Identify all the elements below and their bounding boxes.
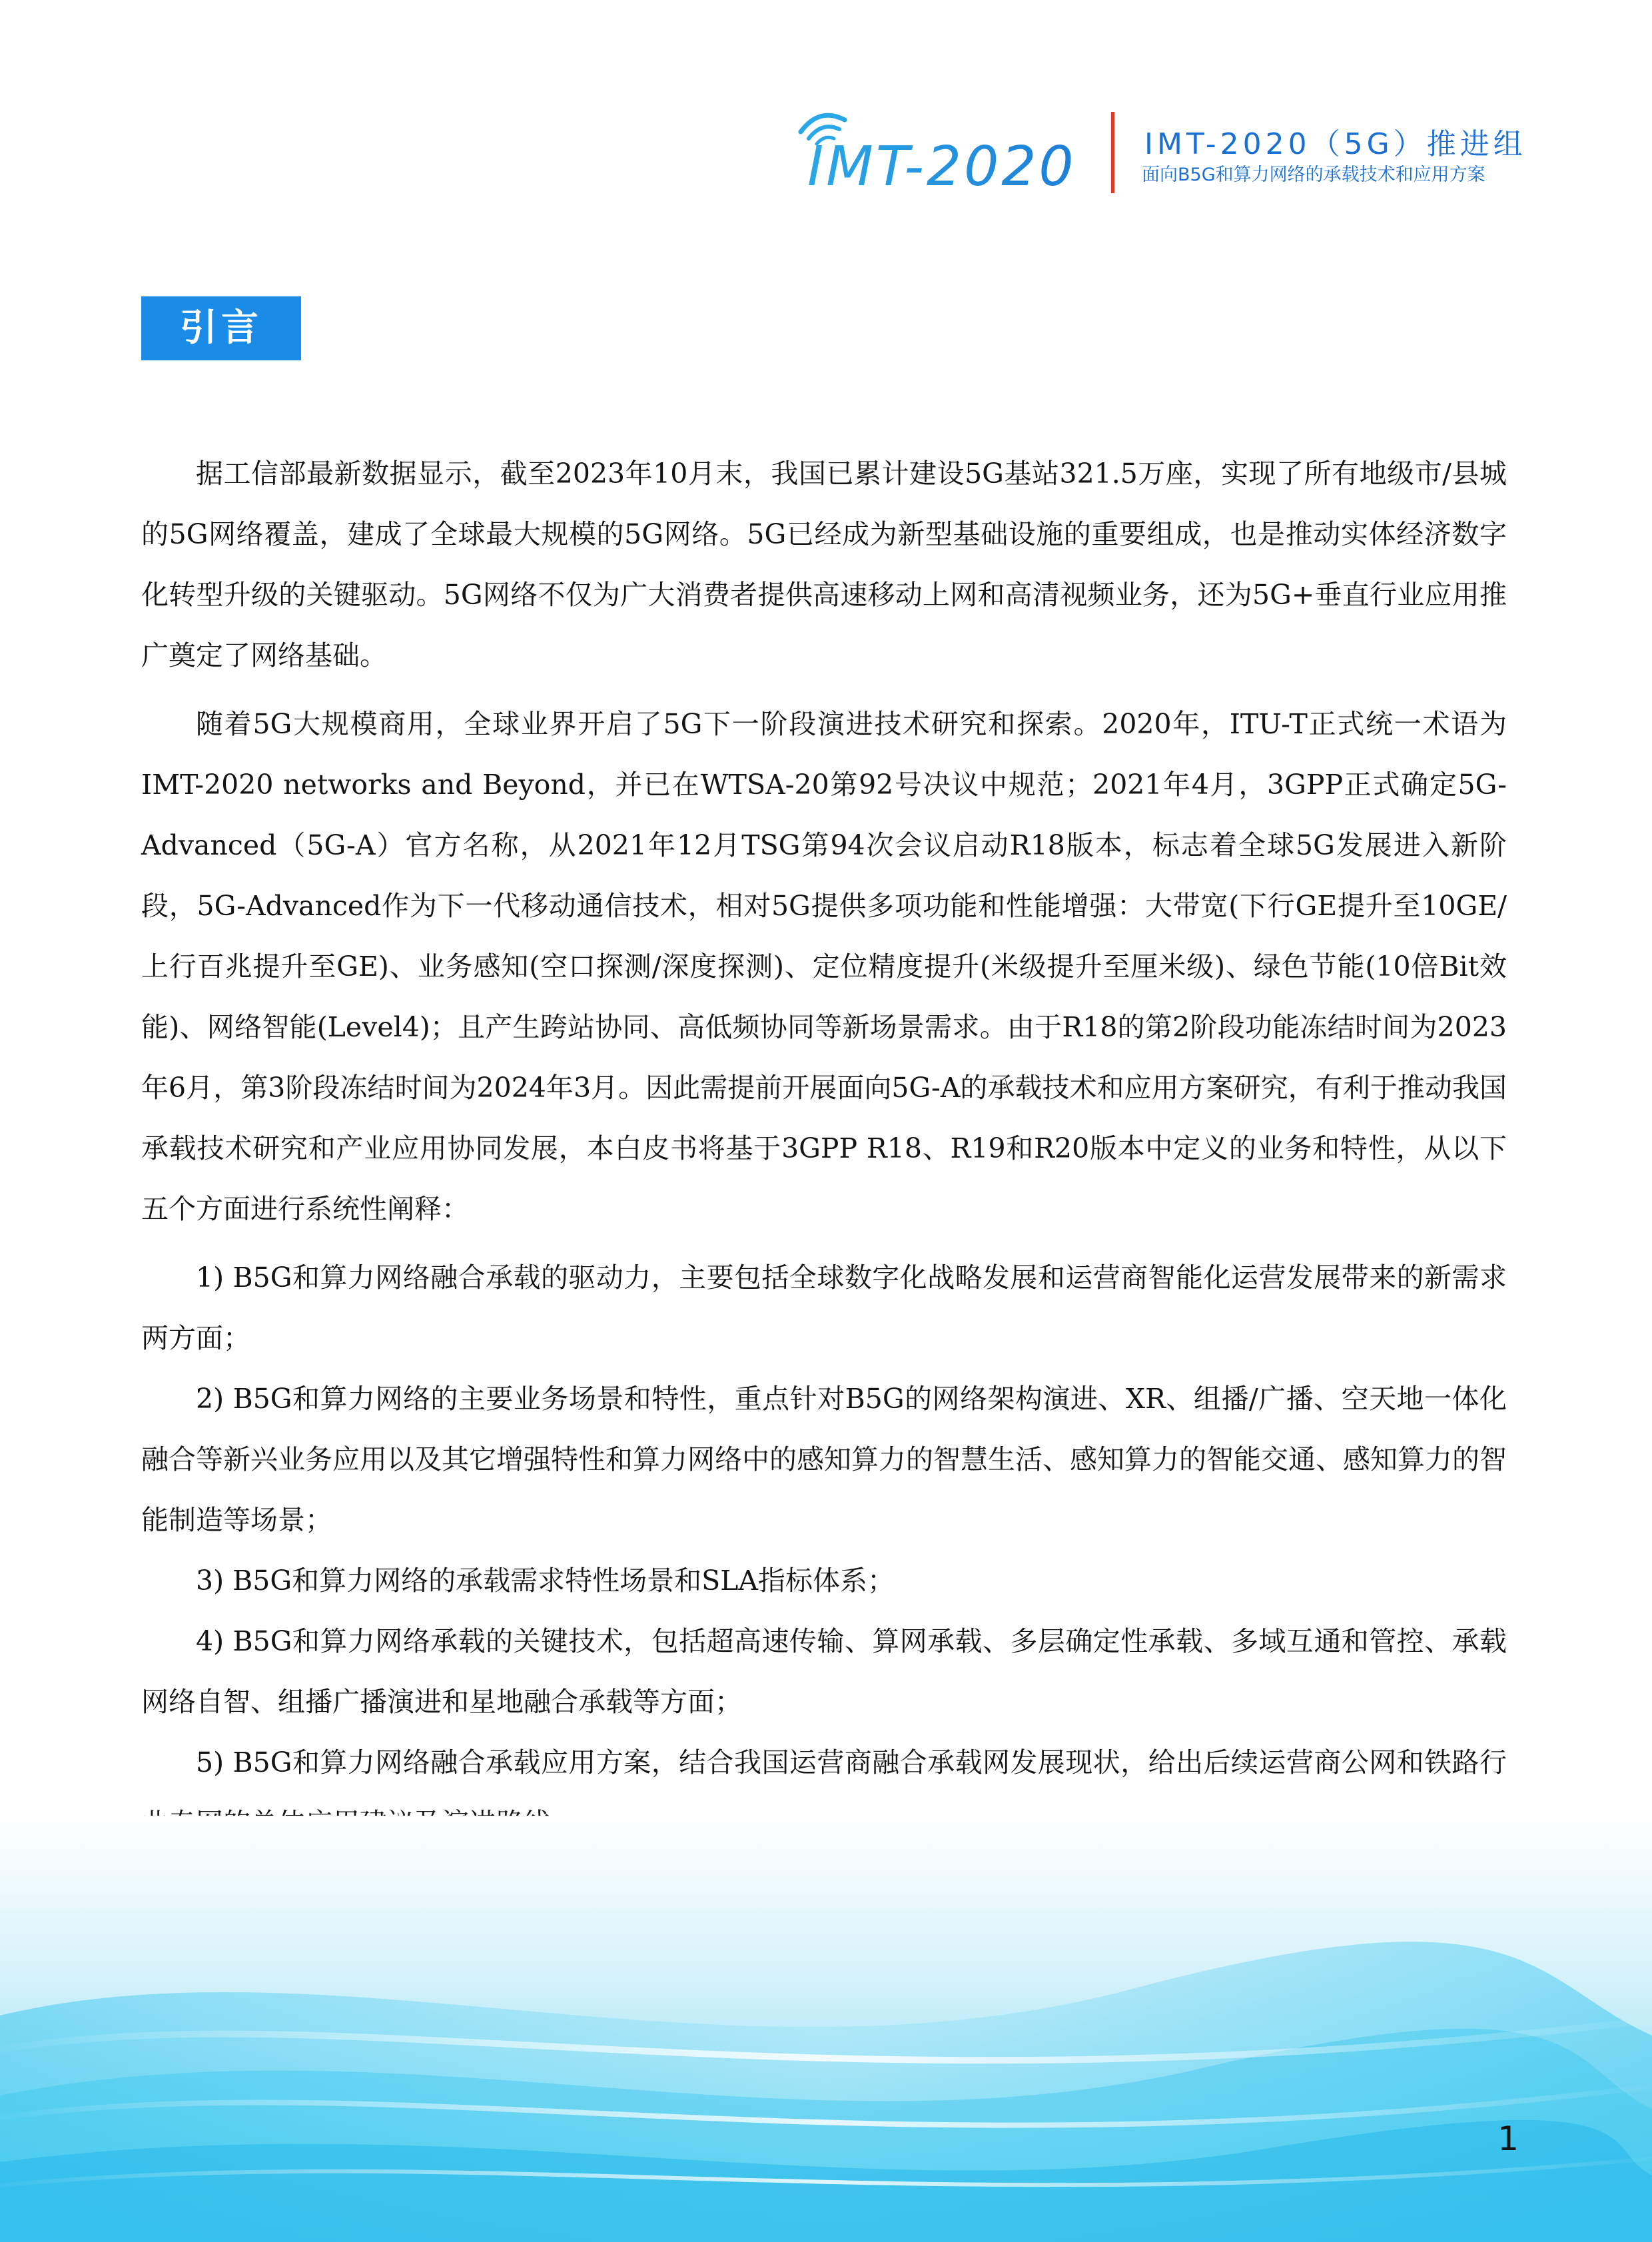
- list-item: 4) B5G和算力网络承载的关键技术，包括超高速传输、算网承载、多层确定性承载、多域互通和管控、承载网络自智、组播广播演进和星地融合承载等方面；: [141, 1625, 1507, 1718]
- paragraph: 随着5G大规模商用，全球业界开启了5G下一阶段演进技术研究和探索。2020年，ITU-T正式统一术语为IMT-2020 networks and Beyond，并已在WTSA-20第92号决议中规范；2021年4月，3GPP正式确定5G-Advanced（5G-A）官方名称，从2021年12月TSG第94次会议启动R18版本，标志着全球5G发展进入新阶段，5G-Advanced作为下一代移动通信技术，相对5G提供多项功能和性能增强：大带宽(下行GE提升至10GE/上行百兆提升至GE)、业务感知(空口探测/深度探测)、定位精度提升(米级提升至厘米级)、绿色节能(10倍Bit效能)、网络智能(Level4)；且产生跨站协同、高低频协同等新场景需求。由于R18的第2阶段功能冻结时间为2023年6月，第3阶段冻结时间为2024年3月。因此需提前开展面向5G-A的承载技术和应用方案研究，有利于推动我国承载技术研究和产业应用协同发展，本白皮书将基于3GPP R18、R19和R20版本中定义的业务和特性，从以下五个方面进行系统性阐释：: [141, 708, 1507, 1225]
- list-item: 5) B5G和算力网络融合承载应用方案，结合我国运营商融合承载网发展现状，给出后续运营商公网和铁路行: [196, 1746, 1507, 1778]
- list-item: 1) B5G和算力网络融合承载的驱动力，主要包括全球数字化战略发展和运营商智能化运营发展带来的新需求两方面；: [141, 1262, 1507, 1354]
- list-item: 3) B5G和算力网络的承载需求特性场景和SLA指标体系；: [196, 1565, 895, 1597]
- imt-2020-logo: [793, 100, 1092, 200]
- decorative-wave-background: [0, 1816, 1652, 2242]
- header-title: IMT-2020（5G）推进组: [1144, 127, 1527, 161]
- header-divider: [1111, 112, 1114, 193]
- section-heading: 引言: [141, 296, 301, 360]
- list-item: 2) B5G和算力网络的主要业务场景和特性，重点针对B5G的网络架构演进、XR、组播/广播、空天地一体化融合等新兴业务应用以及其它增强特性和算力网络中的感知算力的智慧生活、感知算力的智能交通、感知算力的智能制造等场景；: [141, 1383, 1507, 1536]
- page-number: 1: [1497, 2119, 1519, 2158]
- document-body: [141, 444, 1507, 1854]
- header-subtitle: 面向B5G和算力网络的承载技术和应用方案: [1142, 165, 1485, 185]
- logo-wordmark: IMT-2020: [807, 135, 1076, 198]
- paragraph: 据工信部最新数据显示，截至2023年10月末，我国已累计建设5G基站321.5万座，实现了所有地级市/县城的5G网络覆盖，建成了全球最大规模的5G网络。5G已经成为新型基础设施的重要组成，也是推动实体经济数字化转型升级的关键驱动。5G网络不仅为广大消费者提供高速移动上网和高清视频业务，还为5G+垂直行业应用推广奠定了网络基础。: [141, 458, 1507, 671]
